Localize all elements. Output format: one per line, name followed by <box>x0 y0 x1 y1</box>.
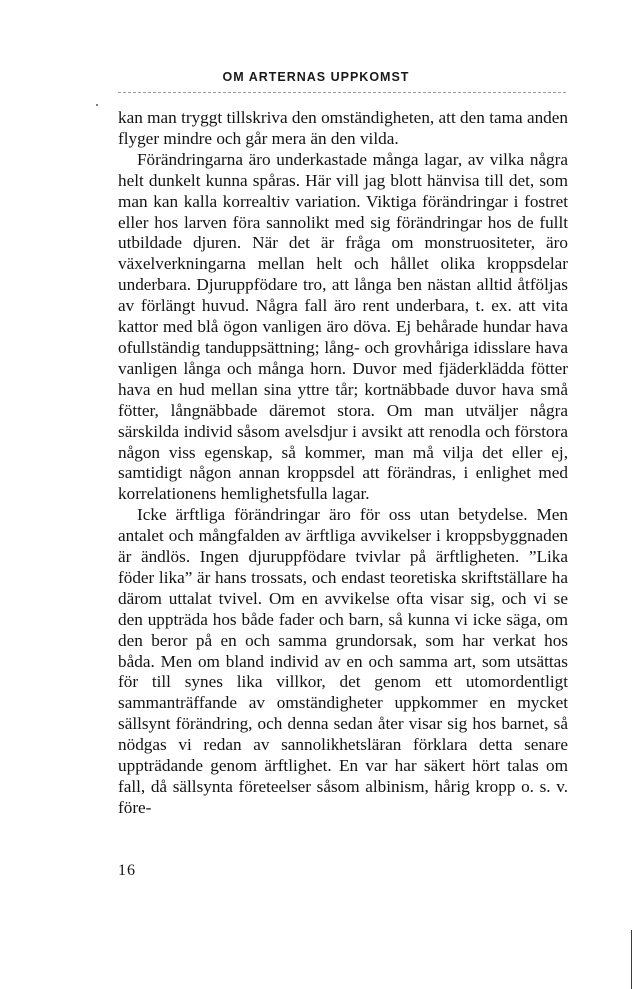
page-number: 16 <box>118 862 136 879</box>
paragraph-correlative-variation: Förändringarna äro underkastade många lagar, av vilka några helt dunkelt kunna spåras. Här vill jag blott hänvisa till det, som man kan kalla korrealtiv variation. Viktiga förändringar i fostret eller hos larven föra sannolikt med sig förändringar hos de fullt utbildade djuren. När det är fråga om monstruositeter, äro växelverkningarna mellan helt och hållet olika kroppsdelar underbara. Djuruppfödare tro, att långa ben nästan alltid åtföljas av förlängt huvud. Några fall äro rent underbara, t. ex. att vita kattor med blå ögon vanligen äro döva. Ej behårade hundar hava ofullständig tanduppsättning; lång- och grovhåriga idisslare hava vanligen långa och många horn. Duvor med fjäderklädda fötter hava en hud mellan sina yttre tår; kortnäbbade duvor hava små fötter, långnäbbade däremot stora. Om man utväljer några särskilda individ såsom avelsdjur i avsikt att renodla och förstora någon viss egenskap, så kommer, man må vilja det eller ej, samtidigt någon annan kroppsdel att förändras, i enlighet med korrelationens hemlighetsfulla lagar. <box>118 149 568 504</box>
header-rule <box>118 92 566 93</box>
paragraph-heredity: Icke ärftliga förändringar äro för oss utan betydelse. Men antalet och mångfalden av ärftliga avvikelser i kroppsbyggnaden är ändlös. Ingen djuruppfödare tvivlar på ärftligheten. ”Lika föder lika” är hans trossats, och endast teoretiska skriftställare ha därom uttalat tvivel. Om en avvikelse ofta visar sig, och vi se den uppträda hos både fader och barn, så kunna vi icke säga, om den beror på en och samma grundorsak, som har verkat hos båda. Men om bland individ av en och samma art, som utsättas för till synes lika villkor, det genom ett utomordentligt sammanträffande av omständigheter uppkommer en mycket sällsynt förändring, och denna sedan åter visar sig hos barnet, så nödgas vi redan av sannolikhetsläran förklara detta senare uppträdande genom ärftlighet. En var har säkert hört talas om fall, då sällsynta företeelser såsom albinism, hårig kropp o. s. v. före- <box>118 505 568 817</box>
print-speck <box>96 104 98 106</box>
paragraph-continuation: kan man tryggt tillskriva den omständigheten, att den tama anden flyger mindre och går mera än den vilda. <box>118 108 568 148</box>
body-text <box>118 108 568 819</box>
running-header: OM ARTERNAS UPPKOMST <box>222 70 410 84</box>
